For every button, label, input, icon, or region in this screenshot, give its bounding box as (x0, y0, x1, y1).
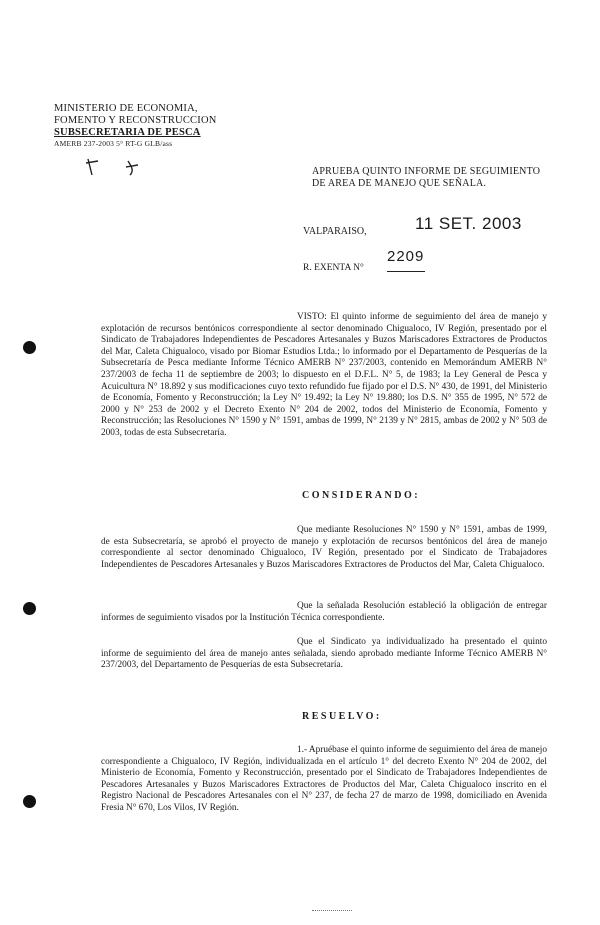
resolution-number: 2209 (387, 248, 425, 265)
subsecretaria-line: SUBSECRETARIA DE PESCA (54, 127, 201, 138)
punch-hole-bottom (23, 795, 36, 808)
stamped-date: 11 SET. 2003 (415, 214, 522, 233)
considerando-paragraph-3: Que el Sindicato ya individualizado ha presentado el quinto informe de seguimiento del área de manejo antes señalada, siendo aprobado mediante Informe Técnico AMERB N° 237/2003, del Departamento de Pesquerías de esta Subsecretaría. (101, 637, 547, 671)
resuelvo-heading: RESUELVO: (302, 711, 382, 722)
subject-line-2: DE AREA DE MANEJO QUE SEÑALA. (312, 178, 487, 189)
scan-mark (312, 910, 352, 912)
considerando-heading: CONSIDERANDO: (302, 490, 421, 501)
ministry-line-2: FOMENTO Y RECONSTRUCCION (54, 115, 217, 126)
considerando-paragraph-2: Que la señalada Resolución estableció la obligación de entregar informes de seguimiento visados por la Institución Técnica correspondiente. (101, 601, 547, 623)
resolution-label: R. EXENTA N° (303, 263, 364, 273)
punch-hole-top (23, 341, 36, 354)
date-line (300, 212, 560, 242)
ministry-line-1: MINISTERIO DE ECONOMIA, (54, 103, 198, 114)
resolution-number-line (303, 246, 503, 276)
place-label: VALPARAISO, (303, 226, 367, 237)
number-underline (387, 271, 425, 272)
handwritten-initials (84, 155, 154, 177)
visto-paragraph: VISTO: El quinto informe de seguimiento del área de manejo y explotación de recursos bentónicos correspondiente al sector denominado Chigualoco, IV Región, presentado por el Sindicato de Trabajadores Independientes de Pescadores Artesanales y Buzos Mariscadores Extractores de Productos del Mar, Caleta Chigualoco, visado por Biomar Estudios Ltda.; lo informado por el Departamento de Pesquerías de la Subsecretaría de Pesca mediante Informe Técnico AMERB N° 237/2003, contenido en Memorándum AMERB N° 237/2003 de fecha 11 de septiembre de 2003; lo dispuesto en el D.F.L. N° 5, de 1983; la Ley General de Pesca y Acuicultura N° 18.892 y sus modificaciones cuyo texto refundido fue fijado por el D.S. N° 430, de 1991, del Ministerio de Economía, Fomento y Reconstrucción; la Ley N° 19.492; la Ley N° 19.880; los D.S. N° 355 de 1995, N° 572 de 2000 y N° 253 de 2002 y el Decreto Exento N° 204 de 2002, todos del Ministerio de Economía, Fomento y Reconstrucción; las Resoluciones N° 1590 y N° 1591, ambas de 1999, N° 2139 y N° 2815, ambas de 2002 y N° 503 de 2003, todas de esta Subsecretaría. (101, 312, 547, 438)
resuelvo-paragraph-1: 1.- Apruébase el quinto informe de seguimiento del área de manejo correspondiente a Chigualoco, IV Región, individualizada en el artículo 1° del decreto Exento N° 204 de 2002, del Ministerio de Economía, Fomento y Reconstrucción, presentado por el Sindicato de Trabajadores Independientes de Pescadores Artesanales y Buzos Mariscadores Extractores de Productos del Mar, Caleta Chigualoco inscrito en el Registro Nacional de Pescadores Artesanales con el N° 237, de fecha 27 de marzo de 1998, domiciliado en Avenida Fresia N° 670, Los Vilos, IV Región. (101, 745, 547, 813)
considerando-paragraph-1: Que mediante Resoluciones N° 1590 y N° 1591, ambas de 1999, de esta Subsecretaría, se aprobó el proyecto de manejo y explotación de recursos bentónicos del área de manejo correspondiente al sector denominado Chigualoco, IV Región, presentado por el Sindicato de Trabajadores Independientes de Pescadores Artesanales y Buzos Mariscadores Extractores de Productos del Mar, Caleta Chigualoco. (101, 525, 547, 570)
reference-code: AMERB 237-2003 5° RT-G GLB/ass (54, 139, 173, 148)
subject-line-1: APRUEBA QUINTO INFORME DE SEGUIMIENTO (312, 166, 541, 177)
ministry-header (54, 103, 224, 149)
subject-block (312, 166, 562, 190)
punch-hole-middle (23, 602, 36, 615)
